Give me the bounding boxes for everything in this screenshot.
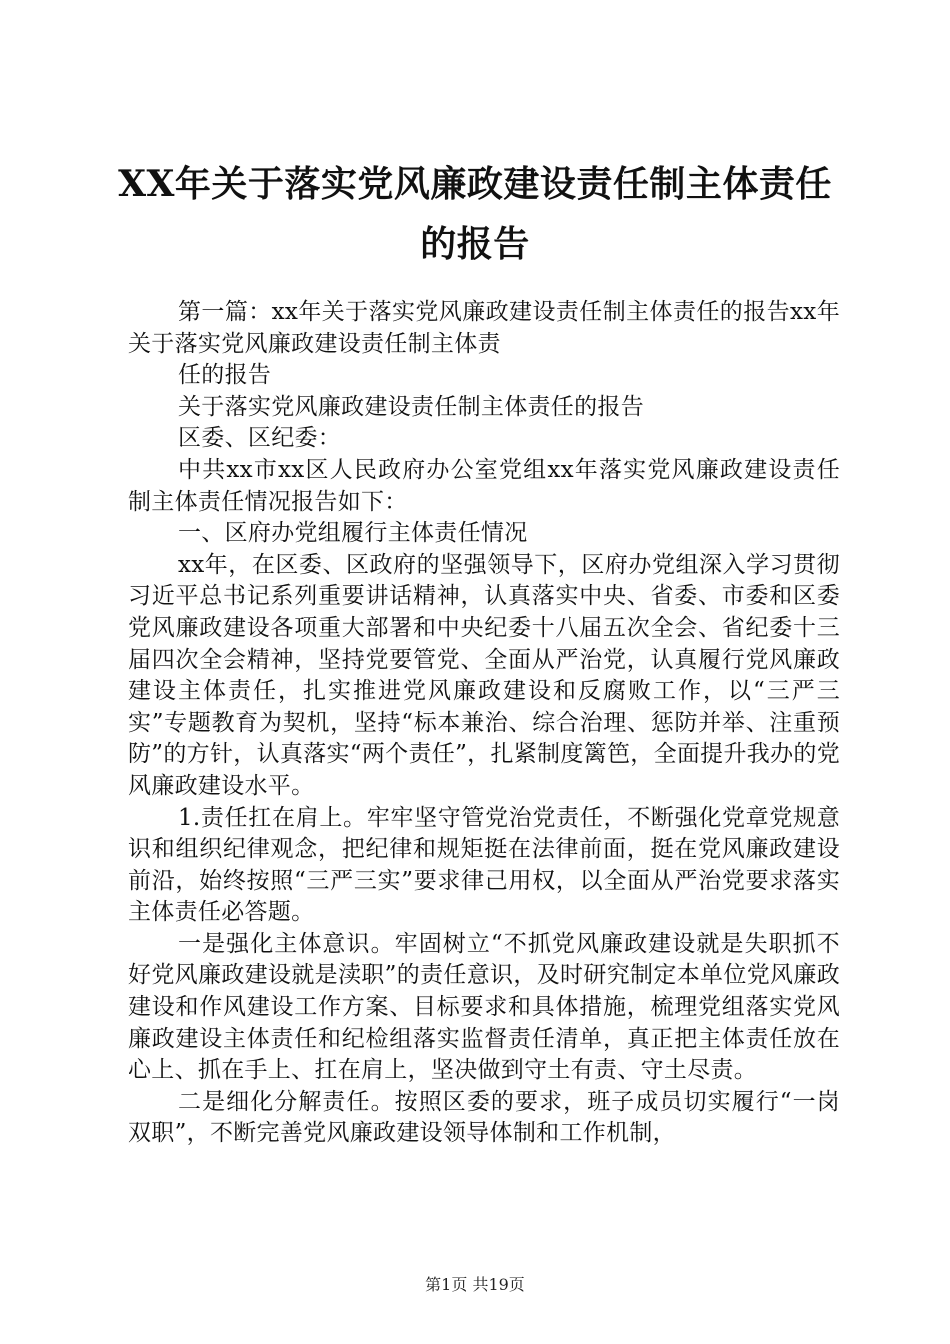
paragraph: 1.责任扛在肩上。牢牢坚守管党治党责任，不断强化党章党规意识和组织纪律观念，把纪律和规矩挺在法律前面，挺在党风廉政建设前沿，始终按照“三严三实”要求律己用权，以全面从严治党要求落实主体责任必答题。: [128, 804, 840, 926]
paragraph: 区委、区纪委：: [178, 425, 342, 452]
paragraph: 中共xx市xx区人民政府办公室党组xx年落实党风廉政建设责任制主体责任情况报告如下：: [128, 456, 840, 515]
section-heading: 一、区府办党组履行主体责任情况: [178, 520, 528, 547]
document-title-line-2: 的报告: [420, 223, 530, 265]
paragraph: xx年，在区委、区政府的坚强领导下，区府办党组深入学习贯彻习近平总书记系列重要讲话精神，认真落实中央、省委、市委和区委党风廉政建设各项重大部署和中央纪委十八届五次全会、省纪委十三届四次全会精神，坚持党要管党、全面从严治党，认真履行党风廉政建设主体责任，扎实推进党风廉政建设和反腐败工作，以“三严三实”专题教育为契机，坚持“标本兼治、综合治理、惩防并举、注重预防”的方针，认真落实“两个责任”，扎紧制度篱笆，全面提升我办的党风廉政建设水平。: [128, 551, 840, 799]
paragraph: 任的报告: [178, 362, 272, 389]
paragraph: 一是强化主体意识。牢固树立“不抓党风廉政建设就是失职抓不好党风廉政建设就是渎职”的责任意识，及时研究制定本单位党风廉政建设和作风建设工作方案、目标要求和具体措施，梳理党组落实党风廉政建设主体责任和纪检组落实监督责任清单，真正把主体责任放在心上、抓在手上、扛在肩上，坚决做到守土有责、守土尽责。: [128, 930, 840, 1084]
document-title-line-1: XX年关于落实党风廉政建设责任制主体责任: [118, 163, 832, 205]
page-number-footer: 第1页 共19页: [425, 1275, 525, 1294]
paragraph: 第一篇：xx年关于落实党风廉政建设责任制主体责任的报告xx年关于落实党风廉政建设责任制主体责: [128, 299, 840, 357]
paragraph: 二是细化分解责任。按照区委的要求，班子成员切实履行“一岗双职”，不断完善党风廉政建设领导体制和工作机制，: [128, 1088, 840, 1147]
paragraph: 关于落实党风廉政建设责任制主体责任的报告: [178, 393, 644, 420]
document-body: [128, 297, 840, 1150]
